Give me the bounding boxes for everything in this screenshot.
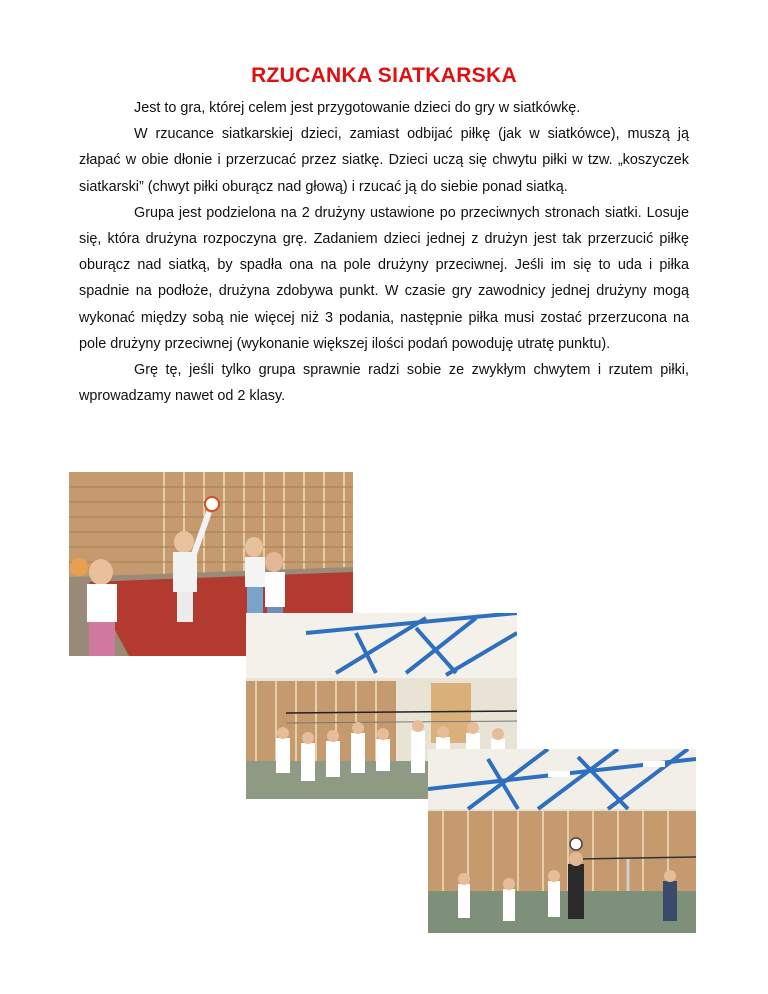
paragraph-4: Grę tę, jeśli tylko grupa sprawnie radzi sobie ze zwykłym chwytem i rzutem piłki, wprowadzamy nawet od 2 klasy. — [79, 362, 689, 405]
photo-gym-net-throw — [428, 749, 696, 933]
paragraph-2: W rzucance siatkarskiej dzieci, zamiast odbijać piłkę (jak w siatkówce), muszą ją złapać w obie dłonie i przerzucać przez siatkę. Dzieci uczą się chwytu piłki w tzw. „koszyczek siatkarski” (chwyt piłki oburącz nad głową) i rzucać ją do siebie ponad siatką. — [79, 126, 689, 195]
paragraph-1: Jest to gra, której celem jest przygotowanie dzieci do gry w siatkówkę. — [134, 100, 581, 116]
document-body — [79, 95, 689, 409]
document-title: RZUCANKA SIATKARSKA — [251, 64, 517, 87]
paragraph-3: Grupa jest podzielona na 2 drużyny ustawione po przeciwnych stronach siatki. Losuje się, która drużyna rozpoczyna grę. Zadaniem dzieci jednej z drużyn jest tak przerzucić piłkę oburącz nad siatką, by spadła ona na pole drużyny przeciwnej. Jeśli im się to uda i piłka spadnie na podłoże, drużyna zdobywa punkt. W czasie gry zawodnicy jednej drużyny mogą wykonać między sobą nie więcej niż 3 podania, następnie piłka musi zostać przerzucona na pole drużyny przeciwnej (wykonanie większej ilości podań powoduję utratę punktu). — [79, 204, 689, 352]
